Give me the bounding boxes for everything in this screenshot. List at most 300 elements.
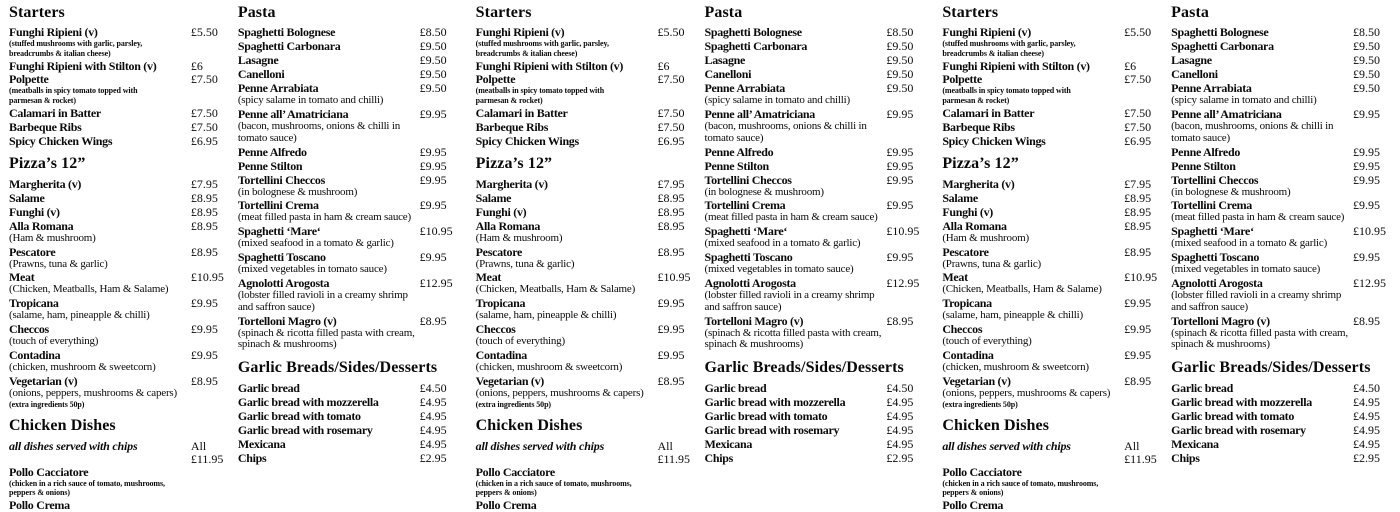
item-price: £8.50	[886, 25, 914, 40]
menu-item	[704, 174, 923, 199]
item-price: £7.50	[657, 105, 685, 120]
menu-item-line	[476, 73, 695, 86]
menu-item	[942, 323, 1161, 348]
item-name: Contadina	[9, 347, 61, 362]
menu-item	[476, 121, 695, 134]
item-description: (spicy salame in tomato and chilli)	[237, 94, 384, 107]
item-description: (Prawns, tuna & garlic)	[942, 257, 1041, 270]
menu-item-line	[476, 60, 695, 73]
item-price: £9.95	[419, 172, 447, 187]
menu-item	[9, 73, 228, 105]
item-price: £6.95	[1124, 133, 1152, 148]
menu-tile	[467, 0, 934, 512]
item-name: Tortellini Checcos	[1171, 172, 1259, 187]
menu-item	[704, 199, 923, 224]
item-price: £10.95	[190, 270, 224, 285]
item-price: £12.95	[886, 275, 920, 290]
menu-item	[1171, 54, 1390, 67]
menu-item	[942, 135, 1161, 148]
menu-item	[942, 107, 1161, 120]
menu-item	[476, 192, 695, 205]
item-name: Lasagne	[1171, 53, 1212, 68]
menu-item-line	[704, 277, 923, 290]
menu-item-line	[238, 160, 457, 173]
item-price: £9.95	[657, 322, 685, 337]
item-price: £8.95	[1124, 218, 1152, 233]
item-price: £9.95	[886, 250, 914, 265]
item-name: Garlic bread with rosemary	[237, 422, 373, 437]
menu-item-line	[238, 277, 457, 290]
menu-item-line	[9, 246, 228, 259]
item-name: Barbeque Ribs	[475, 119, 549, 134]
menu-item	[942, 220, 1161, 245]
menu-item-line	[942, 349, 1161, 362]
item-name: Checcos	[475, 322, 516, 337]
item-name: Penne all’ Amatriciana	[1171, 107, 1282, 122]
menu-item	[9, 60, 228, 73]
menu-item	[9, 375, 228, 409]
item-price: £9.50	[1352, 67, 1380, 82]
all-price-label: All	[190, 438, 207, 453]
menu-item-line	[704, 160, 923, 173]
menu-item	[238, 251, 457, 276]
item-description: (meat filled pasta in ham & cream sauce)	[704, 211, 878, 224]
menu-item-line	[704, 410, 923, 423]
menu-item	[704, 251, 923, 276]
all-price-block	[654, 440, 694, 466]
item-name: Canelloni	[1171, 67, 1218, 82]
menu-item-line	[1171, 277, 1390, 290]
menu-section	[942, 4, 1161, 147]
menu-section	[9, 417, 228, 512]
item-price: £8.95	[657, 204, 685, 219]
item-price: £9.95	[657, 296, 685, 311]
item-price: £9.50	[419, 39, 447, 54]
menu-item-line	[238, 424, 457, 437]
item-name: Penne Stilton	[704, 158, 769, 173]
menu-item	[942, 60, 1161, 73]
item-price: £9.95	[1352, 158, 1380, 173]
item-price: £4.95	[886, 422, 914, 437]
menu-item-line	[476, 192, 695, 205]
menu-item	[942, 349, 1161, 374]
menu-item	[9, 271, 228, 296]
item-price: £9.95	[419, 144, 447, 159]
item-description: (onions, peppers, mushrooms & capers)	[942, 386, 1111, 399]
menu-item-line	[1171, 452, 1390, 465]
menu-section	[1171, 359, 1390, 464]
item-description: (Ham & mushroom)	[475, 231, 563, 244]
menu-item-line	[238, 396, 457, 409]
item-price: £8.95	[1124, 204, 1152, 219]
item-name: Spaghetti Bolognese	[704, 25, 802, 40]
item-name: Checcos	[942, 322, 983, 337]
item-price: £6.95	[657, 133, 685, 148]
section-title: Chicken Dishes	[9, 417, 116, 435]
menu-item	[9, 297, 228, 322]
menu-item-line	[704, 146, 923, 159]
item-note: (extra ingredients 50p)	[475, 399, 551, 409]
menu-item	[238, 452, 457, 465]
section-subtitle-row	[9, 440, 228, 466]
item-price: £7.50	[657, 119, 685, 134]
menu-item	[238, 68, 457, 81]
menu-item	[238, 174, 457, 199]
item-description: (spinach & ricotta filled pasta with cream, spinach & mushrooms)	[704, 326, 882, 351]
item-name: Meat	[9, 270, 35, 285]
item-price: £7.50	[190, 119, 218, 134]
menu-item	[942, 499, 1161, 512]
menu-item	[942, 192, 1161, 205]
menu-item	[476, 135, 695, 148]
menu-item-line	[476, 26, 695, 39]
item-price: £4.95	[886, 436, 914, 451]
item-price: £8.95	[190, 244, 218, 259]
menu-item-line	[238, 68, 457, 81]
item-name: Canelloni	[237, 67, 285, 82]
item-price: £2.95	[419, 450, 447, 465]
item-name: Garlic bread with tomato	[237, 408, 361, 423]
item-price: £10.95	[1124, 270, 1158, 285]
menu-section	[476, 155, 695, 409]
item-name: Tropicana	[475, 296, 526, 311]
menu-item-line	[476, 466, 695, 479]
item-name: Calamari in Batter	[9, 105, 101, 120]
menu-item	[238, 108, 457, 145]
item-name: Garlic bread with rosemary	[1171, 422, 1306, 437]
item-price: £9.95	[1124, 322, 1152, 337]
section-title: Starters	[942, 4, 999, 21]
menu-item	[942, 121, 1161, 134]
item-description: (in bolognese & mushroom)	[237, 185, 358, 198]
menu-item	[9, 121, 228, 134]
menu-item	[704, 54, 923, 67]
menu-item	[704, 438, 923, 451]
item-price: £8.95	[1124, 373, 1152, 388]
item-name: Penne Arrabiata	[1171, 81, 1252, 96]
item-price: £9.50	[886, 39, 914, 54]
menu-section	[238, 359, 457, 464]
item-name: Agnolotti Arogosta	[1171, 275, 1263, 290]
menu-item	[704, 410, 923, 423]
item-price: £9.95	[1124, 296, 1152, 311]
menu-section	[942, 417, 1161, 512]
item-description: (mixed vegetables in tomato sauce)	[237, 263, 387, 276]
menu-section	[704, 4, 923, 351]
item-name: Agnolotti Arogosta	[704, 275, 796, 290]
menu-item	[238, 438, 457, 451]
item-price: £9.95	[886, 144, 914, 159]
item-name: Pescatore	[475, 244, 523, 259]
item-price: £8.95	[1124, 190, 1152, 205]
menu-item-line	[9, 178, 228, 191]
menu-item	[476, 178, 695, 191]
menu-item	[942, 26, 1161, 58]
item-description: (lobster filled ravioli in a creamy shrimp and saffron sauce)	[704, 288, 875, 313]
item-name: Vegetarian (v)	[942, 373, 1011, 388]
menu-item	[9, 107, 228, 120]
item-note: (extra ingredients 50p)	[9, 399, 85, 409]
menu-item-line	[238, 315, 457, 328]
item-description-small: (meatballs in spicy tomato topped with parmesan & rocket)	[9, 86, 138, 106]
item-name: Funghi (v)	[942, 204, 993, 219]
menu-item-line	[942, 60, 1161, 73]
item-price: £4.95	[419, 408, 447, 423]
item-description: (lobster filled ravioli in a creamy shrimp and saffron sauce)	[1171, 288, 1342, 313]
item-description: (Prawns, tuna & garlic)	[9, 257, 108, 270]
menu-item-line	[1171, 396, 1390, 409]
item-name: Pollo Crema	[475, 498, 537, 512]
menu-item-line	[1171, 160, 1390, 173]
menu-item	[476, 220, 695, 245]
menu-item-line	[238, 146, 457, 159]
menu-item	[704, 452, 923, 465]
section-title: Pasta	[704, 4, 743, 21]
item-name: Spicy Chicken Wings	[475, 133, 579, 148]
menu-item-line	[476, 499, 695, 512]
item-name: Polpette	[942, 72, 982, 87]
section-title: Starters	[9, 4, 65, 21]
menu-item-line	[1171, 68, 1390, 81]
menu-item-line	[238, 174, 457, 187]
menu-item	[9, 178, 228, 191]
menu-item-line	[942, 26, 1161, 39]
menu-item	[9, 466, 228, 498]
menu-item	[1171, 199, 1390, 224]
item-price: £4.50	[886, 380, 914, 395]
item-price: £9.95	[1352, 172, 1380, 187]
all-price-block	[1121, 440, 1161, 466]
item-price: £9.95	[190, 296, 218, 311]
item-name: Penne Arrabiata	[237, 81, 319, 96]
item-name: Spaghetti ‘Mare‘	[704, 224, 788, 239]
item-name: Funghi Ripieni with Stilton (v)	[942, 58, 1090, 73]
item-price: £8.95	[1352, 313, 1380, 328]
menu-item-line	[9, 206, 228, 219]
item-price: £9.95	[419, 158, 447, 173]
menu-item-line	[238, 452, 457, 465]
item-name: Spaghetti Toscano	[237, 250, 326, 265]
menu-item-line	[704, 26, 923, 39]
menu-item	[942, 73, 1161, 105]
item-price: £12.95	[419, 275, 453, 290]
item-price: £9.95	[1352, 107, 1380, 122]
item-description: (salame, ham, pineapple & chilli)	[9, 309, 150, 322]
menu-item	[1171, 251, 1390, 276]
menu-item	[1171, 82, 1390, 107]
item-name: Garlic bread	[1171, 380, 1233, 395]
section-title: Chicken Dishes	[475, 417, 583, 435]
item-name: Garlic bread with mozzerella	[237, 394, 379, 409]
item-name: Spaghetti Bolognese	[237, 25, 336, 40]
menu-item-line	[704, 174, 923, 187]
menu-item	[1171, 146, 1390, 159]
item-name: Tortelloni Magro (v)	[237, 313, 337, 328]
item-price: £5.50	[190, 25, 218, 40]
item-name: Penne all’ Amatriciana	[237, 107, 349, 122]
menu-item-line	[9, 220, 228, 233]
item-description: (mixed vegetables in tomato sauce)	[1171, 263, 1321, 276]
menu-item-line	[942, 246, 1161, 259]
item-price: £2.95	[1352, 450, 1380, 465]
menu-item-line	[238, 40, 457, 53]
item-name: Tortellini Crema	[704, 198, 786, 213]
item-description: (mixed seafood in a tomato & garlic)	[1171, 237, 1328, 250]
item-price: £7.50	[657, 72, 685, 87]
menu-item	[1171, 396, 1390, 409]
item-description: (Ham & mushroom)	[942, 231, 1029, 244]
item-name: Funghi (v)	[9, 204, 60, 219]
menu-item	[704, 424, 923, 437]
item-description-small: (meatballs in spicy tomato topped with parmesan & rocket)	[475, 86, 605, 106]
item-price: £10.95	[1352, 224, 1386, 239]
menu-item-line	[9, 499, 228, 512]
menu-item	[476, 60, 695, 73]
item-name: Contadina	[942, 347, 994, 362]
menu-section	[476, 417, 695, 512]
item-description: (chicken, mushroom & sweetcorn)	[9, 360, 156, 373]
item-name: Margherita (v)	[9, 176, 82, 191]
menu-item	[1171, 225, 1390, 250]
menu-item	[1171, 160, 1390, 173]
menu-item-line	[9, 107, 228, 120]
item-price: £9.95	[1352, 198, 1380, 213]
menu-item-line	[942, 466, 1161, 479]
item-price: £4.95	[1352, 422, 1380, 437]
menu-item	[476, 73, 695, 105]
item-price: £7.50	[1124, 105, 1152, 120]
menu-item-line	[238, 54, 457, 67]
item-price: £7.50	[190, 72, 218, 87]
menu-item-line	[476, 220, 695, 233]
item-description: (bacon, mushrooms, onions & chilli in tomato sauce)	[704, 119, 867, 144]
menu-item-line	[704, 315, 923, 328]
item-name: Vegetarian (v)	[475, 373, 544, 388]
menu-item	[942, 271, 1161, 296]
item-price: £7.50	[1124, 72, 1152, 87]
section-title: Garlic Breads/Sides/Desserts	[1171, 359, 1371, 377]
section-title: Pizza’s 12”	[475, 155, 553, 173]
menu-item-line	[9, 375, 228, 388]
menu-item	[1171, 410, 1390, 423]
menu-item-line	[476, 178, 695, 191]
menu-item-line	[238, 26, 457, 39]
item-name: Spicy Chicken Wings	[9, 133, 113, 148]
item-price: £6.95	[190, 133, 218, 148]
item-price: £9.95	[1352, 144, 1380, 159]
item-name: Polpette	[475, 72, 516, 87]
item-name: Chips	[237, 450, 267, 465]
menu-item	[704, 382, 923, 395]
item-name: Tropicana	[942, 296, 992, 311]
item-price: £9.50	[1352, 39, 1380, 54]
menu-column-left	[942, 3, 1161, 512]
item-name: Penne Stilton	[237, 158, 303, 173]
item-price: £4.95	[419, 394, 447, 409]
section-title: Garlic Breads/Sides/Desserts	[237, 359, 438, 377]
item-description: (in bolognese & mushroom)	[704, 185, 824, 198]
item-name: Calamari in Batter	[475, 105, 568, 120]
item-description: (spicy salame in tomato and chilli)	[704, 94, 850, 107]
all-price-value: £11.95	[190, 451, 224, 466]
item-price: £4.95	[886, 408, 914, 423]
section-subtitle: all dishes served with chips	[475, 438, 605, 453]
section-title: Garlic Breads/Sides/Desserts	[704, 359, 904, 377]
menu-item	[238, 225, 457, 250]
item-price: £4.95	[1352, 408, 1380, 423]
item-name: Checcos	[9, 322, 49, 337]
item-name: Margherita (v)	[475, 176, 548, 191]
item-description-small: (stuffed mushrooms with garlic, parsley, breadcrumbs & italian cheese)	[942, 39, 1076, 58]
item-price: £7.95	[190, 176, 218, 191]
item-name: Spaghetti ‘Mare‘	[237, 224, 321, 239]
menu-item	[942, 206, 1161, 219]
item-name: Pollo Cacciatore	[9, 464, 89, 479]
item-price: £8.50	[419, 25, 447, 40]
menu-item-line	[704, 424, 923, 437]
item-price: £8.95	[657, 373, 685, 388]
menu-item	[704, 277, 923, 314]
item-price: £6	[657, 58, 670, 73]
item-description: (mixed seafood in a tomato & garlic)	[237, 237, 394, 250]
menu-item	[238, 146, 457, 159]
item-description: (meat filled pasta in ham & cream sauce)	[237, 211, 411, 224]
item-price: £7.50	[190, 105, 218, 120]
item-name: Polpette	[9, 72, 49, 87]
menu-column-right	[238, 3, 457, 500]
menu-item-line	[942, 220, 1161, 233]
item-price: £8.95	[190, 204, 218, 219]
item-name: Chips	[704, 450, 734, 465]
menu-item-line	[942, 192, 1161, 205]
all-price-label: All	[657, 438, 673, 453]
item-price: £10.95	[886, 224, 920, 239]
item-name: Penne Alfredo	[1171, 144, 1241, 159]
item-description: (Chicken, Meatballs, Ham & Salame)	[475, 283, 636, 296]
item-name: Spaghetti Carbonara	[1171, 39, 1274, 54]
menu-item	[476, 297, 695, 322]
item-name: Funghi Ripieni (v)	[942, 25, 1031, 40]
item-name: Vegetarian (v)	[9, 373, 78, 388]
item-name: Salame	[475, 190, 512, 205]
item-name: Alla Romana	[9, 218, 74, 233]
item-price: £6	[190, 58, 203, 73]
item-price: £8.95	[190, 373, 218, 388]
menu-item	[704, 225, 923, 250]
item-description: (spinach & ricotta filled pasta with cream, spinach & mushrooms)	[237, 326, 415, 351]
menu-item	[238, 160, 457, 173]
item-description: (Prawns, tuna & garlic)	[475, 257, 575, 270]
menu-item	[942, 375, 1161, 409]
item-name: Spaghetti Toscano	[1171, 250, 1260, 265]
item-price: £9.95	[419, 250, 447, 265]
item-description: (spinach & ricotta filled pasta with cream, spinach & mushrooms)	[1171, 326, 1348, 351]
item-description-small: (chicken in a rich sauce of tomato, mushrooms, peppers & onions)	[9, 478, 165, 498]
item-price: £4.95	[419, 422, 447, 437]
item-price: £9.95	[419, 107, 447, 122]
menu-item	[704, 40, 923, 53]
menu-item	[704, 68, 923, 81]
section-title: Pizza’s 12”	[942, 155, 1019, 173]
menu-item-line	[942, 178, 1161, 191]
menu-item	[1171, 382, 1390, 395]
section-subtitle: all dishes served with chips	[9, 438, 138, 453]
menu-item-line	[1171, 26, 1390, 39]
item-name: Garlic bread with tomato	[1171, 408, 1295, 423]
menu-item	[238, 199, 457, 224]
item-name: Spaghetti Toscano	[704, 250, 793, 265]
item-name: Spaghetti Carbonara	[237, 39, 341, 54]
